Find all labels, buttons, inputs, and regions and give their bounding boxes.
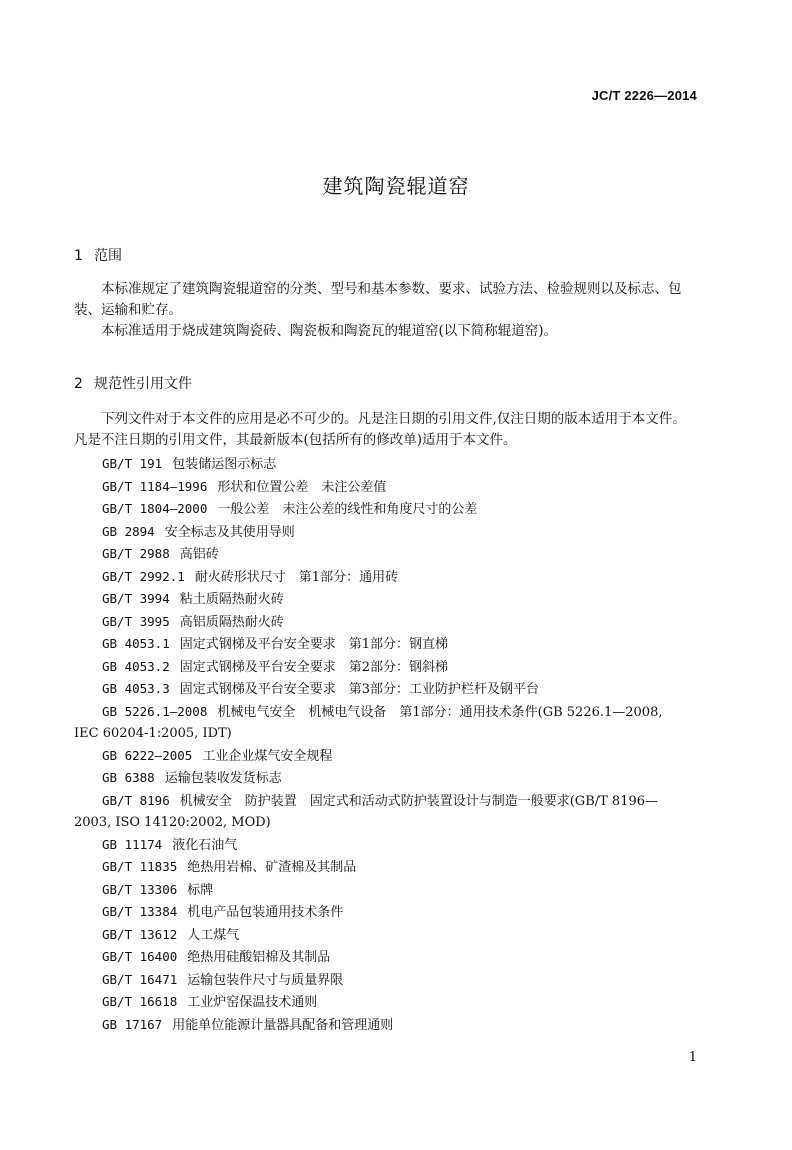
reference-title: 机械电气安全 机械电气设备 第1部分：通用技术条件(GB 5226.1—2008, bbox=[217, 704, 663, 720]
text-line: 装、运输和贮存。 bbox=[74, 302, 182, 318]
reference-code: GB/T 11835 bbox=[102, 859, 178, 874]
reference-item bbox=[74, 678, 714, 701]
section-number: 1 bbox=[74, 248, 83, 264]
reference-code: GB 11174 bbox=[102, 836, 163, 852]
reference-item bbox=[74, 521, 714, 544]
reference-code: GB/T 2988 bbox=[102, 546, 170, 561]
reference-list bbox=[74, 453, 714, 1036]
reference-title: 包装储运图示标志 bbox=[172, 457, 277, 472]
reference-title: 固定式钢梯及平台安全要求 第3部分：工业防护栏杆及钢平台 bbox=[179, 682, 540, 697]
document-code: JC/T 2226—2014 bbox=[591, 88, 697, 103]
reference-title: 绝热用硅酸铝棉及其制品 bbox=[187, 950, 331, 965]
reference-code: GB/T 13384 bbox=[102, 904, 178, 919]
text-line: 本标准适用于烧成建筑陶瓷砖、陶瓷板和陶瓷瓦的辊道窑(以下简称辊道窑)。 bbox=[101, 323, 558, 339]
reference-item bbox=[74, 611, 714, 634]
reference-title: 运输包装件尺寸与质量界限 bbox=[187, 972, 344, 988]
reference-code: GB 4053.1 bbox=[102, 636, 170, 651]
reference-title: 形状和位置公差 未注公差值 bbox=[217, 479, 387, 495]
reference-title: 工业炉窑保温技术通则 bbox=[187, 995, 318, 1010]
reference-code: GB/T 13306 bbox=[102, 881, 178, 897]
reference-item bbox=[74, 901, 714, 924]
reference-title: 固定式钢梯及平台安全要求 第1部分：钢直梯 bbox=[179, 637, 449, 652]
text-line: 凡是不注日期的引用文件，其最新版本(包括所有的修改单)适用于本文件。 bbox=[74, 432, 517, 448]
reference-title: 机电产品包装通用技术条件 bbox=[187, 905, 344, 920]
reference-title: 高铝砖 bbox=[179, 547, 219, 562]
reference-code: GB/T 1184—1996 bbox=[102, 478, 208, 494]
reference-code: GB 4053.2 bbox=[102, 658, 170, 674]
reference-title: 标牌 bbox=[187, 882, 214, 898]
reference-title: 一般公差 未注公差的线性和角度尺寸的公差 bbox=[217, 502, 478, 517]
reference-title: 安全标志及其使用导则 bbox=[164, 524, 295, 540]
reference-item bbox=[74, 879, 714, 902]
reference-title: 工业企业煤气安全规程 bbox=[202, 748, 333, 764]
reference-item bbox=[74, 701, 714, 724]
reference-item bbox=[74, 924, 714, 947]
reference-item bbox=[74, 588, 714, 611]
reference-code: GB/T 13612 bbox=[102, 926, 178, 942]
page-title: 建筑陶瓷辊道窑 bbox=[322, 174, 470, 198]
reference-item bbox=[74, 991, 714, 1014]
reference-item bbox=[74, 834, 714, 857]
reference-code: GB 17167 bbox=[102, 1016, 163, 1032]
reference-title: 用能单位能源计量器具配备和管理通则 bbox=[172, 1017, 394, 1033]
reference-item bbox=[74, 969, 714, 992]
reference-title: 人工煤气 bbox=[187, 927, 240, 943]
reference-title: 机械安全 防护装置 固定式和活动式防护装置设计与制造一般要求(GB/T 8196— bbox=[179, 793, 659, 809]
reference-code: GB/T 16471 bbox=[102, 971, 178, 987]
reference-item bbox=[74, 498, 714, 521]
reference-code: GB/T 8196 bbox=[102, 792, 170, 808]
reference-code: GB 2894 bbox=[102, 523, 155, 539]
reference-code: GB 5226.1—2008 bbox=[102, 703, 208, 719]
text-line: 本标准规定了建筑陶瓷辊道窑的分类、型号和基本参数、要求、试验方法、检验规则以及标志、包 bbox=[101, 281, 682, 297]
reference-code: GB/T 2992.1 bbox=[102, 568, 185, 584]
reference-item bbox=[74, 856, 714, 879]
reference-title: 粘土质隔热耐火砖 bbox=[179, 592, 284, 607]
reference-item bbox=[74, 767, 714, 790]
scope-paragraph bbox=[74, 279, 706, 342]
section-title: 规范性引用文件 bbox=[94, 376, 192, 392]
reference-item bbox=[74, 543, 714, 566]
reference-title: 高铝质隔热耐火砖 bbox=[179, 614, 284, 630]
reference-code: GB/T 191 bbox=[102, 456, 163, 471]
reference-title: 液化石油气 bbox=[172, 837, 238, 853]
paragraph-line bbox=[74, 300, 706, 321]
reference-item bbox=[74, 745, 714, 768]
reference-code: GB 6222—2005 bbox=[102, 747, 193, 763]
reference-item bbox=[74, 790, 714, 813]
section-1-heading bbox=[74, 245, 122, 265]
section-number: 2 bbox=[74, 376, 83, 392]
paragraph-line bbox=[74, 321, 706, 342]
reference-item bbox=[74, 476, 714, 499]
reference-continuation: IEC 60204-1:2005, IDT) bbox=[74, 726, 232, 741]
reference-code: GB/T 16400 bbox=[102, 949, 178, 964]
section-title: 范围 bbox=[94, 248, 122, 264]
reference-continuation: 2003, ISO 14120:2002, MOD) bbox=[74, 815, 271, 830]
reference-title: 耐火砖形状尺寸 第1部分：通用砖 bbox=[194, 569, 399, 585]
section-2-heading bbox=[74, 373, 192, 393]
reference-code: GB/T 3995 bbox=[102, 613, 170, 629]
reference-title: 绝热用岩棉、矿渣棉及其制品 bbox=[187, 860, 357, 875]
reference-title: 固定式钢梯及平台安全要求 第2部分：钢斜梯 bbox=[179, 659, 449, 675]
page-number: 1 bbox=[688, 1050, 697, 1065]
paragraph-line bbox=[74, 409, 706, 430]
references-intro bbox=[74, 409, 706, 451]
reference-item bbox=[74, 566, 714, 589]
reference-item bbox=[74, 453, 714, 476]
reference-code: GB/T 1804—2000 bbox=[102, 501, 208, 516]
reference-item bbox=[74, 1014, 714, 1037]
reference-item bbox=[74, 633, 714, 656]
paragraph-line bbox=[74, 430, 706, 451]
paragraph-line bbox=[74, 279, 706, 300]
reference-item bbox=[74, 946, 714, 969]
reference-code: GB 6388 bbox=[102, 770, 155, 785]
reference-title: 运输包装收发货标志 bbox=[164, 771, 282, 786]
text-line: 下列文件对于本文件的应用是必不可少的。凡是注日期的引用文件,仅注日期的版本适用于本文件。 bbox=[101, 411, 686, 427]
reference-item bbox=[74, 656, 714, 679]
reference-code: GB 4053.3 bbox=[102, 681, 170, 696]
reference-code: GB/T 3994 bbox=[102, 591, 170, 606]
reference-code: GB/T 16618 bbox=[102, 994, 178, 1009]
